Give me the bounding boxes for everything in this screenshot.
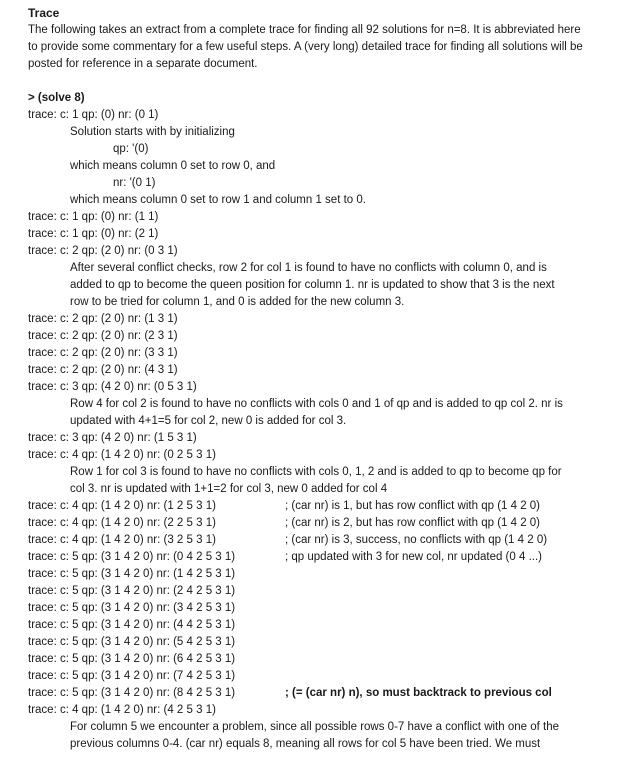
trace-text: trace: c: 1 qp: (0) nr: (0 1)	[28, 109, 159, 121]
code-line: nr: '(0 1)	[113, 177, 156, 189]
trace-line	[28, 549, 610, 566]
trace-text: trace: c: 2 qp: (2 0) nr: (3 3 1)	[28, 347, 178, 359]
commentary-paragraph: After several conflict checks, row 2 for col 1 is found to have no conflicts with column 0, and is added to qp to become the queen position for column 1. nr is updated to show that 3 is the next row to be tried for column 1, and 0 is added for the new column 3.	[70, 262, 555, 308]
trace-text: trace: c: 5 qp: (3 1 4 2 0) nr: (4 4 2 5 3 1)	[28, 619, 236, 631]
trace-text: trace: c: 4 qp: (1 4 2 0) nr: (0 2 5 3 1)	[28, 449, 216, 461]
trace-line	[28, 532, 610, 549]
trace-text: trace: c: 4 qp: (1 4 2 0) nr: (2 2 5 3 1)	[28, 517, 216, 529]
trace-line	[28, 634, 610, 651]
trace-text: trace: c: 1 qp: (0) nr: (2 1)	[28, 228, 159, 240]
trace-line	[28, 209, 610, 226]
trace-line	[28, 702, 610, 719]
trace-text: trace: c: 2 qp: (2 0) nr: (2 3 1)	[28, 330, 178, 342]
trace-text: trace: c: 2 qp: (2 0) nr: (4 3 1)	[28, 364, 178, 376]
trace-line	[28, 379, 610, 396]
trace-text: trace: c: 3 qp: (4 2 0) nr: (1 5 3 1)	[28, 432, 197, 444]
trace-line	[28, 311, 610, 328]
trace-text: trace: c: 5 qp: (3 1 4 2 0) nr: (8 4 2 5 3 1)	[28, 687, 236, 699]
trace-line	[28, 600, 610, 617]
trace-text: trace: c: 5 qp: (3 1 4 2 0) nr: (6 4 2 5 3 1)	[28, 653, 236, 665]
trace-text: trace: c: 5 qp: (3 1 4 2 0) nr: (5 4 2 5 3 1)	[28, 636, 236, 648]
trace-comment: ; qp updated with 3 for new col, nr updated (0 4 ...)	[285, 551, 542, 563]
trace-line	[28, 362, 610, 379]
trace-line	[28, 651, 610, 668]
trace-line	[28, 515, 610, 532]
trace-text: trace: c: 1 qp: (0) nr: (1 1)	[28, 211, 159, 223]
trace-comment: ; (car nr) is 2, but has row conflict with qp (1 4 2 0)	[285, 517, 541, 529]
trace-text: trace: c: 4 qp: (1 4 2 0) nr: (1 2 5 3 1)	[28, 500, 216, 512]
trace-line	[28, 243, 610, 260]
commentary-paragraph: For column 5 we encounter a problem, since all possible rows 0-7 have a conflict with one of the previous columns 0-4. (car nr) equals 8, meaning all rows for col 5 have been tried. We must	[70, 721, 560, 750]
commentary-paragraph: Row 1 for col 3 is found to have no conflicts with cols 0, 1, 2 and is added to qp to become qp for col 3. nr is updated with 1+1=2 for col 3, new 0 added for col 4	[70, 466, 562, 495]
trace-line	[28, 430, 610, 447]
trace-text: trace: c: 4 qp: (1 4 2 0) nr: (3 2 5 3 1)	[28, 534, 216, 546]
trace-line	[28, 583, 610, 600]
trace-line	[28, 328, 610, 345]
trace-line	[28, 345, 610, 362]
trace-line	[28, 226, 610, 243]
trace-comment: ; (car nr) is 1, but has row conflict with qp (1 4 2 0)	[285, 500, 541, 512]
commentary-line: which means column 0 set to row 0, and	[70, 160, 276, 172]
trace-text: trace: c: 5 qp: (3 1 4 2 0) nr: (1 4 2 5 3 1)	[28, 568, 236, 580]
trace-line	[28, 685, 610, 702]
trace-text: trace: c: 4 qp: (1 4 2 0) nr: (4 2 5 3 1)	[28, 704, 216, 716]
trace-text: trace: c: 5 qp: (3 1 4 2 0) nr: (2 4 2 5 3 1)	[28, 585, 236, 597]
section-heading: Trace	[28, 6, 60, 20]
trace-listing	[28, 107, 610, 753]
commentary-paragraph: Row 4 for col 2 is found to have no conflicts with cols 0 and 1 of qp and is added to qp col 2. nr is updated with 4+1=5 for col 2, new 0 is added for col 3.	[70, 398, 563, 427]
trace-text: trace: c: 5 qp: (3 1 4 2 0) nr: (7 4 2 5 3 1)	[28, 670, 236, 682]
trace-comment: ; (car nr) is 3, success, no conflicts with qp (1 4 2 0)	[285, 534, 548, 546]
trace-text: trace: c: 5 qp: (3 1 4 2 0) nr: (0 4 2 5 3 1)	[28, 551, 236, 563]
commentary-line: which means column 0 set to row 1 and column 1 set to 0.	[70, 194, 366, 206]
intro-paragraph: The following takes an extract from a complete trace for finding all 92 solutions for n=8. It is abbreviated here to provide some commentary for a few useful steps. A (very long) detailed trace for finding all solutions will be posted for reference in a separate document.	[28, 24, 583, 70]
trace-text: trace: c: 3 qp: (4 2 0) nr: (0 5 3 1)	[28, 381, 197, 393]
trace-text: trace: c: 2 qp: (2 0) nr: (0 3 1)	[28, 245, 178, 257]
trace-text: trace: c: 2 qp: (2 0) nr: (1 3 1)	[28, 313, 178, 325]
trace-line	[28, 617, 610, 634]
trace-text: trace: c: 5 qp: (3 1 4 2 0) nr: (3 4 2 5 3 1)	[28, 602, 236, 614]
trace-line	[28, 566, 610, 583]
trace-comment: ; (= (car nr) n), so must backtrack to previous col	[285, 687, 552, 699]
trace-line	[28, 107, 610, 124]
code-line: qp: '(0)	[113, 143, 149, 155]
trace-line	[28, 668, 610, 685]
commentary-line: Solution starts with by initializing	[70, 126, 235, 138]
solve-command: > (solve 8)	[28, 92, 85, 104]
trace-line	[28, 498, 610, 515]
trace-line	[28, 447, 610, 464]
